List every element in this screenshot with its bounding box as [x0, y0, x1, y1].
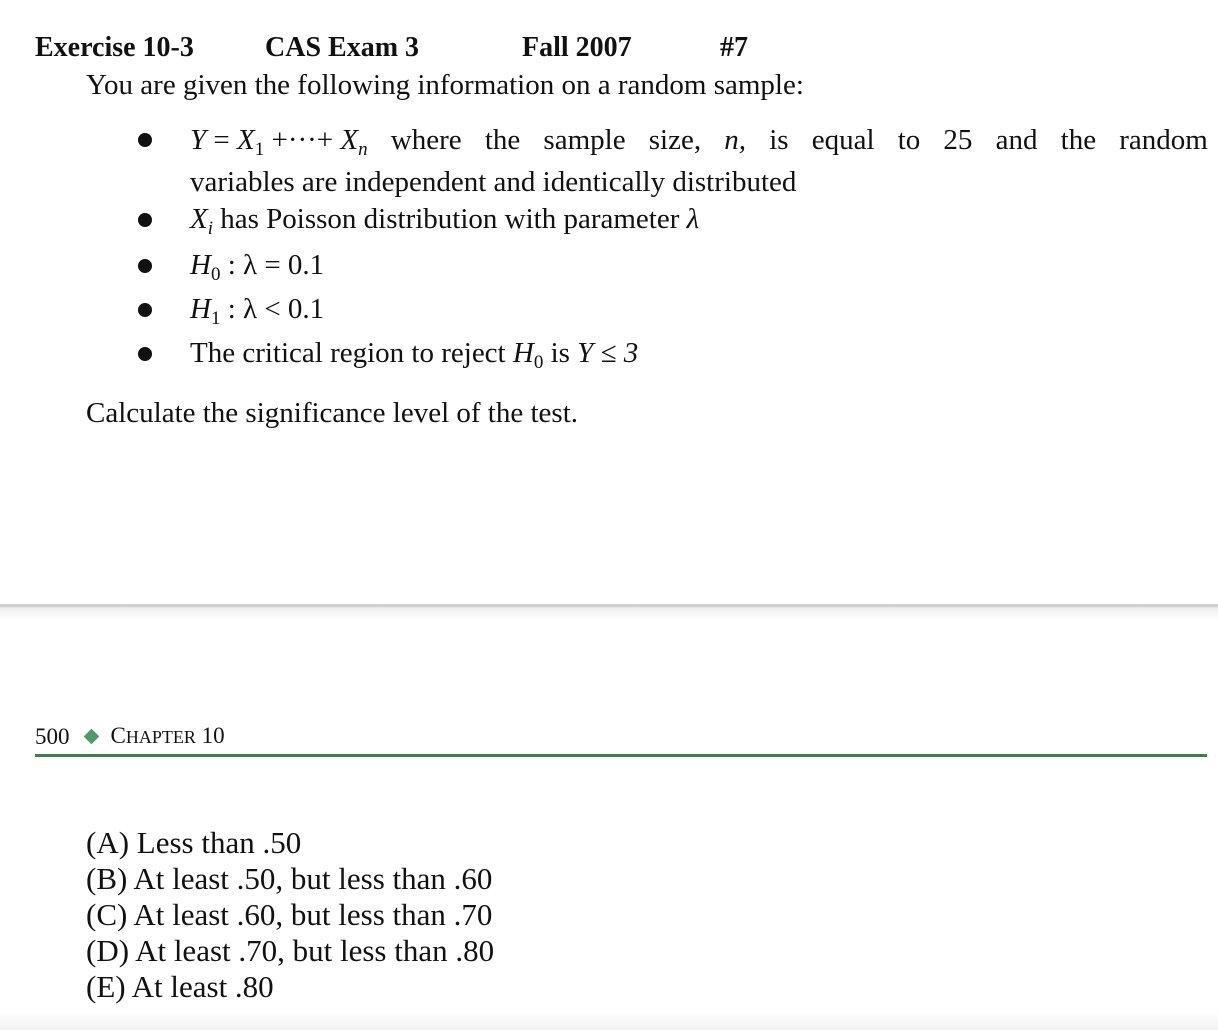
word: random [1119, 124, 1208, 156]
term-label: Fall 2007 [522, 32, 632, 63]
page-edge-shade [0, 1012, 1218, 1030]
chapter-label [111, 722, 225, 751]
page-divider [0, 604, 1218, 620]
bullet-item-4 [190, 293, 324, 335]
bullet-item-1-line-2: variables are independent and identically distributed [190, 166, 797, 198]
choice-e: (E) At least .80 [86, 969, 274, 1004]
bullet-dot [138, 303, 152, 317]
bullet-item-5-is: is [543, 337, 578, 369]
critical-region-condition: Y ≤ 3 [577, 337, 639, 369]
math-xn: X [340, 124, 359, 156]
bullet-item-2 [190, 203, 699, 245]
word: where [390, 124, 462, 156]
exam-label: CAS Exam 3 [265, 32, 420, 63]
alternative-hypothesis-condition: : λ < 0.1 [220, 293, 325, 325]
word: and [995, 124, 1038, 156]
math-sub-0: 0 [533, 352, 544, 373]
bullet-item-5-text: The critical region to reject [190, 337, 513, 369]
choice-d: (D) At least .70, but less than .80 [86, 933, 495, 968]
math-h: H [190, 293, 211, 325]
math-h: H [512, 337, 534, 369]
word: to [897, 124, 921, 156]
chapter-initial: C [110, 723, 126, 748]
word: the [1060, 124, 1097, 156]
word: the [484, 124, 521, 156]
math-sub-1: 1 [210, 308, 221, 329]
math-y: Y [190, 124, 207, 156]
math-sub-n: n [358, 139, 368, 160]
math-lambda: λ [686, 203, 700, 235]
intro-text: You are given the following information on a random sample: [86, 69, 804, 101]
chapter-rest: HAPTER [125, 727, 196, 747]
math-equals: = [206, 124, 237, 156]
bullet-item-1-line-1 [190, 124, 1208, 166]
math-dots: +···+ [264, 124, 341, 156]
choice-c: (C) At least .60, but less than .70 [86, 897, 493, 932]
math-sub-0: 0 [210, 264, 221, 285]
bullet-item-5 [190, 337, 638, 379]
problem-number: #7 [720, 32, 748, 63]
word: is [769, 124, 789, 156]
exercise-label: Exercise 10-3 [35, 32, 194, 63]
bullet-dot [138, 259, 152, 273]
math-sub-i: i [207, 218, 213, 239]
word: equal [811, 124, 875, 156]
bullet-item-1-math [190, 124, 368, 166]
chapter-number: 10 [195, 723, 225, 748]
diamond-icon [83, 729, 99, 745]
word: size, [648, 124, 702, 156]
choice-b: (B) At least .50, but less than .60 [86, 861, 493, 896]
bullet-item-3 [190, 249, 324, 291]
choice-a: (A) Less than .50 [86, 825, 302, 860]
word: sample [543, 124, 626, 156]
bullet-dot [138, 347, 152, 361]
page-number: 500 [35, 723, 70, 749]
bullet-item-2-text: has Poisson distribution with parameter [213, 203, 687, 235]
question-text: Calculate the significance level of the test. [86, 397, 578, 429]
page-footer [35, 722, 225, 751]
null-hypothesis-condition: : λ = 0.1 [220, 249, 325, 281]
math-x: X [190, 203, 208, 235]
math-x: X [237, 124, 255, 156]
word: n, [724, 124, 747, 156]
footer-rule [35, 754, 1207, 757]
bullet-dot [138, 133, 152, 147]
word: 25 [943, 124, 973, 156]
math-sub-1: 1 [254, 139, 265, 160]
math-h: H [190, 249, 211, 281]
bullet-dot [138, 213, 152, 227]
